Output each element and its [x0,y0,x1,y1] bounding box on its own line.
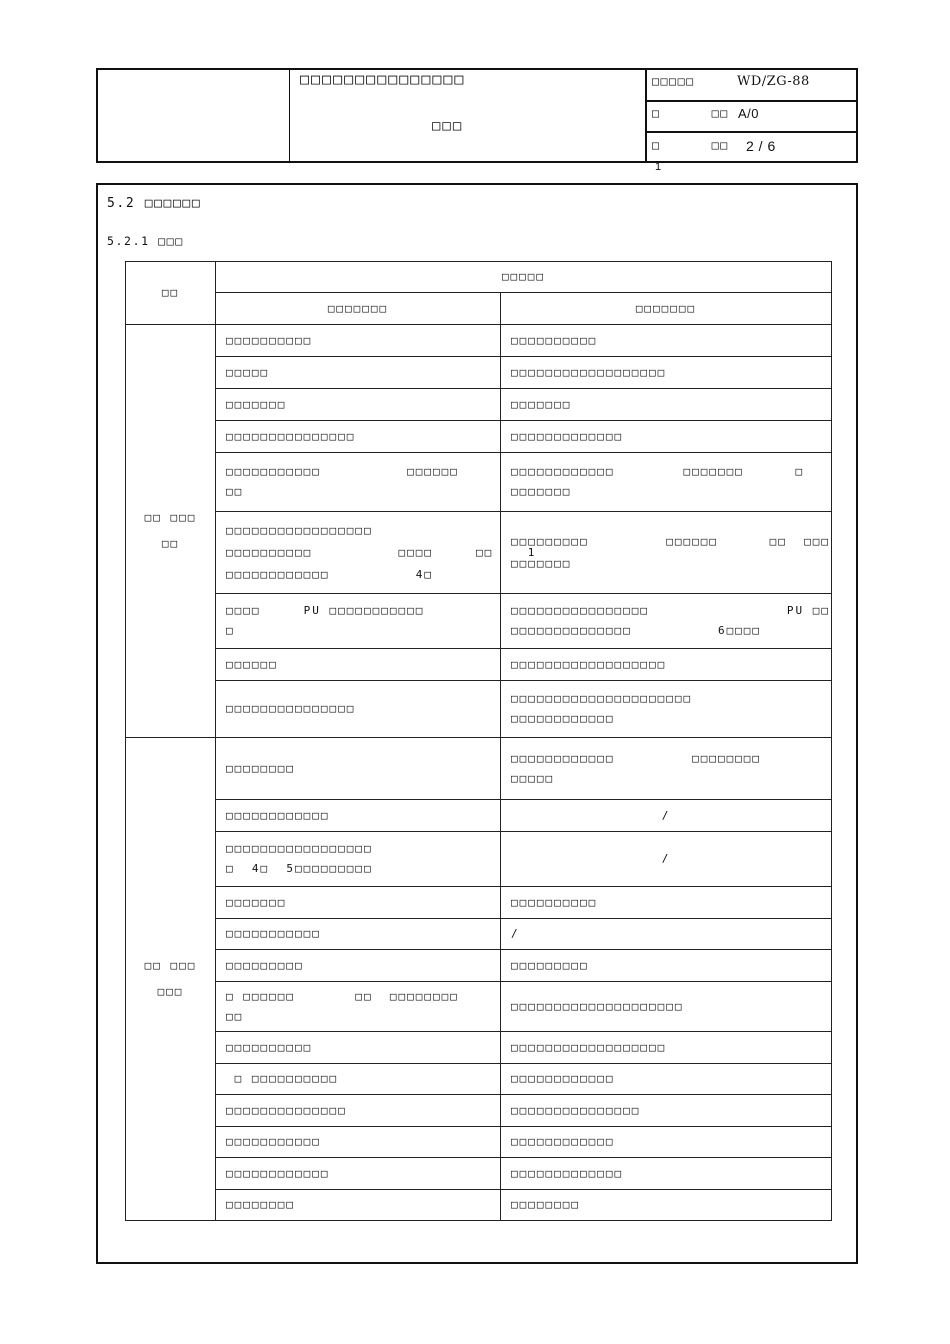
header-divider [645,68,647,163]
table-cell: □□□□□□□□□□□□□□□□□ □ 4□ 5□□□□□□□□□ [216,832,501,887]
table-cell: □□□□□□□□ [216,1190,501,1221]
table-cell: □□□□□□□□ [501,1190,832,1221]
header-row-divider [645,131,858,133]
table-cell: □□□□□□□□□□□□□ [501,1158,832,1190]
table-cell: □□□□□□□□□□□□□□ [216,1095,501,1127]
table-cell: □□□□□□□□□□□□ [501,1127,832,1158]
table-cell: □□□□□□□□□ [216,950,501,982]
doc-number-value: WD/ZG-88 [737,74,810,89]
table-cell: □□□□□□□□□□□□□□□□□□ [501,1032,832,1064]
table-cell: □□□□□ [216,357,501,389]
table-cell: □□□□□□□□□□□□□□□□□□ [501,649,832,681]
table-cell: □□□□□□□□□□□□□□□□□□□□ [501,982,832,1032]
table-cell: / [501,800,832,832]
section-subheading: 5.2.1 □□□ [107,234,184,248]
page-value: 2 / 6 [746,138,776,154]
page-tail: 1 [655,161,663,173]
header-row-divider [645,100,858,102]
page-label: □ □□ [652,138,729,152]
section-heading: 5.2 □□□□□□ [107,196,202,211]
table-cell: □□□□□□□□□ □□□□□□ □□ □□□ □□□□□□□ [501,512,832,594]
table-cell: □□□□□□□□□□ [501,887,832,919]
table-cell: □□□□□□□□ [216,738,501,800]
column-header-group: □□□□□ [216,262,832,293]
table-cell: □□□□□□□□□□□ [216,919,501,950]
table-cell: □□□□□□□□□□ [216,325,501,357]
column-header-category: □□ [126,262,216,325]
table-cell: □□□□□□□□□□□□ [216,1158,501,1190]
table-cell: □□□□□□□□□□□□□□□□□ □□□□□□□□□□ □□□□ □□ 1 □□□□□□□□□□□□ 4□ [216,512,501,594]
table-cell: □□□□□□□ [501,389,832,421]
column-header-a: □□□□□□□ [216,293,501,325]
document-subtitle: □□□ [432,118,464,134]
table-cell: □□□□□□□□□□ [501,325,832,357]
table-cell: □□□□□□□ [216,389,501,421]
table-cell: □□□□□□□□□□□□□□□ [216,421,501,453]
table-cell: □□□□□□□□□□□ □□□□□□ □□ [216,453,501,512]
column-header-b: □□□□□□□ [501,293,832,325]
doc-number-label: □□□□□ [652,74,695,88]
table-cell: □□□□□□□□□□□□□ [501,421,832,453]
table-cell: □□□□□□□□□□□□□□□□□□ [501,357,832,389]
table-cell: □□□□□□□ [216,887,501,919]
table-cell: □□□□□□□□□□□□□□□□ PU □□ □□□□□□□□□□□□□□ 6□□□□ [501,594,832,649]
table-cell: □□□□□□□□□□□□ □□□□□□□□ □□□□□ [501,738,832,800]
table-cell: □□□□□□□□□□ [216,1032,501,1064]
table-cell: □□□□□□ [216,649,501,681]
table-cell: / [501,919,832,950]
table-cell: / [501,832,832,887]
table-cell: □ □□□□□□ □□ □□□□□□□□ □□ [216,982,501,1032]
table-cell: □□□□□□□□□□□□□□□□□□□□□ □□□□□□□□□□□□ [501,681,832,738]
document-title: □□□□□□□□□□□□□□□ [300,70,466,88]
table-cell: □□□□ PU □□□□□□□□□□□ □ [216,594,501,649]
table-cell: □□□□□□□□□□□ [216,1127,501,1158]
table-cell: □□□□□□□□□□□□□□□ [501,1095,832,1127]
table-cell: □□□□□□□□□□□□ □□□□□□□ □ □□□□□□□ [501,453,832,512]
table-cell: □□□□□□□□□□□□□□□ [216,681,501,738]
table-cell: □ □□□□□□□□□□ [216,1064,501,1095]
group-label-1: □□ □□□ □□ [126,325,216,738]
table-cell: □□□□□□□□□□□□ [216,800,501,832]
standards-table [125,261,832,1221]
logo-area [96,68,290,163]
group-label-2: □□ □□□ □□□ [126,738,216,1221]
table-cell: □□□□□□□□□□□□ [501,1064,832,1095]
version-label: □ □□ [652,106,729,120]
version-value: A/0 [738,106,760,121]
table-cell: □□□□□□□□□ [501,950,832,982]
